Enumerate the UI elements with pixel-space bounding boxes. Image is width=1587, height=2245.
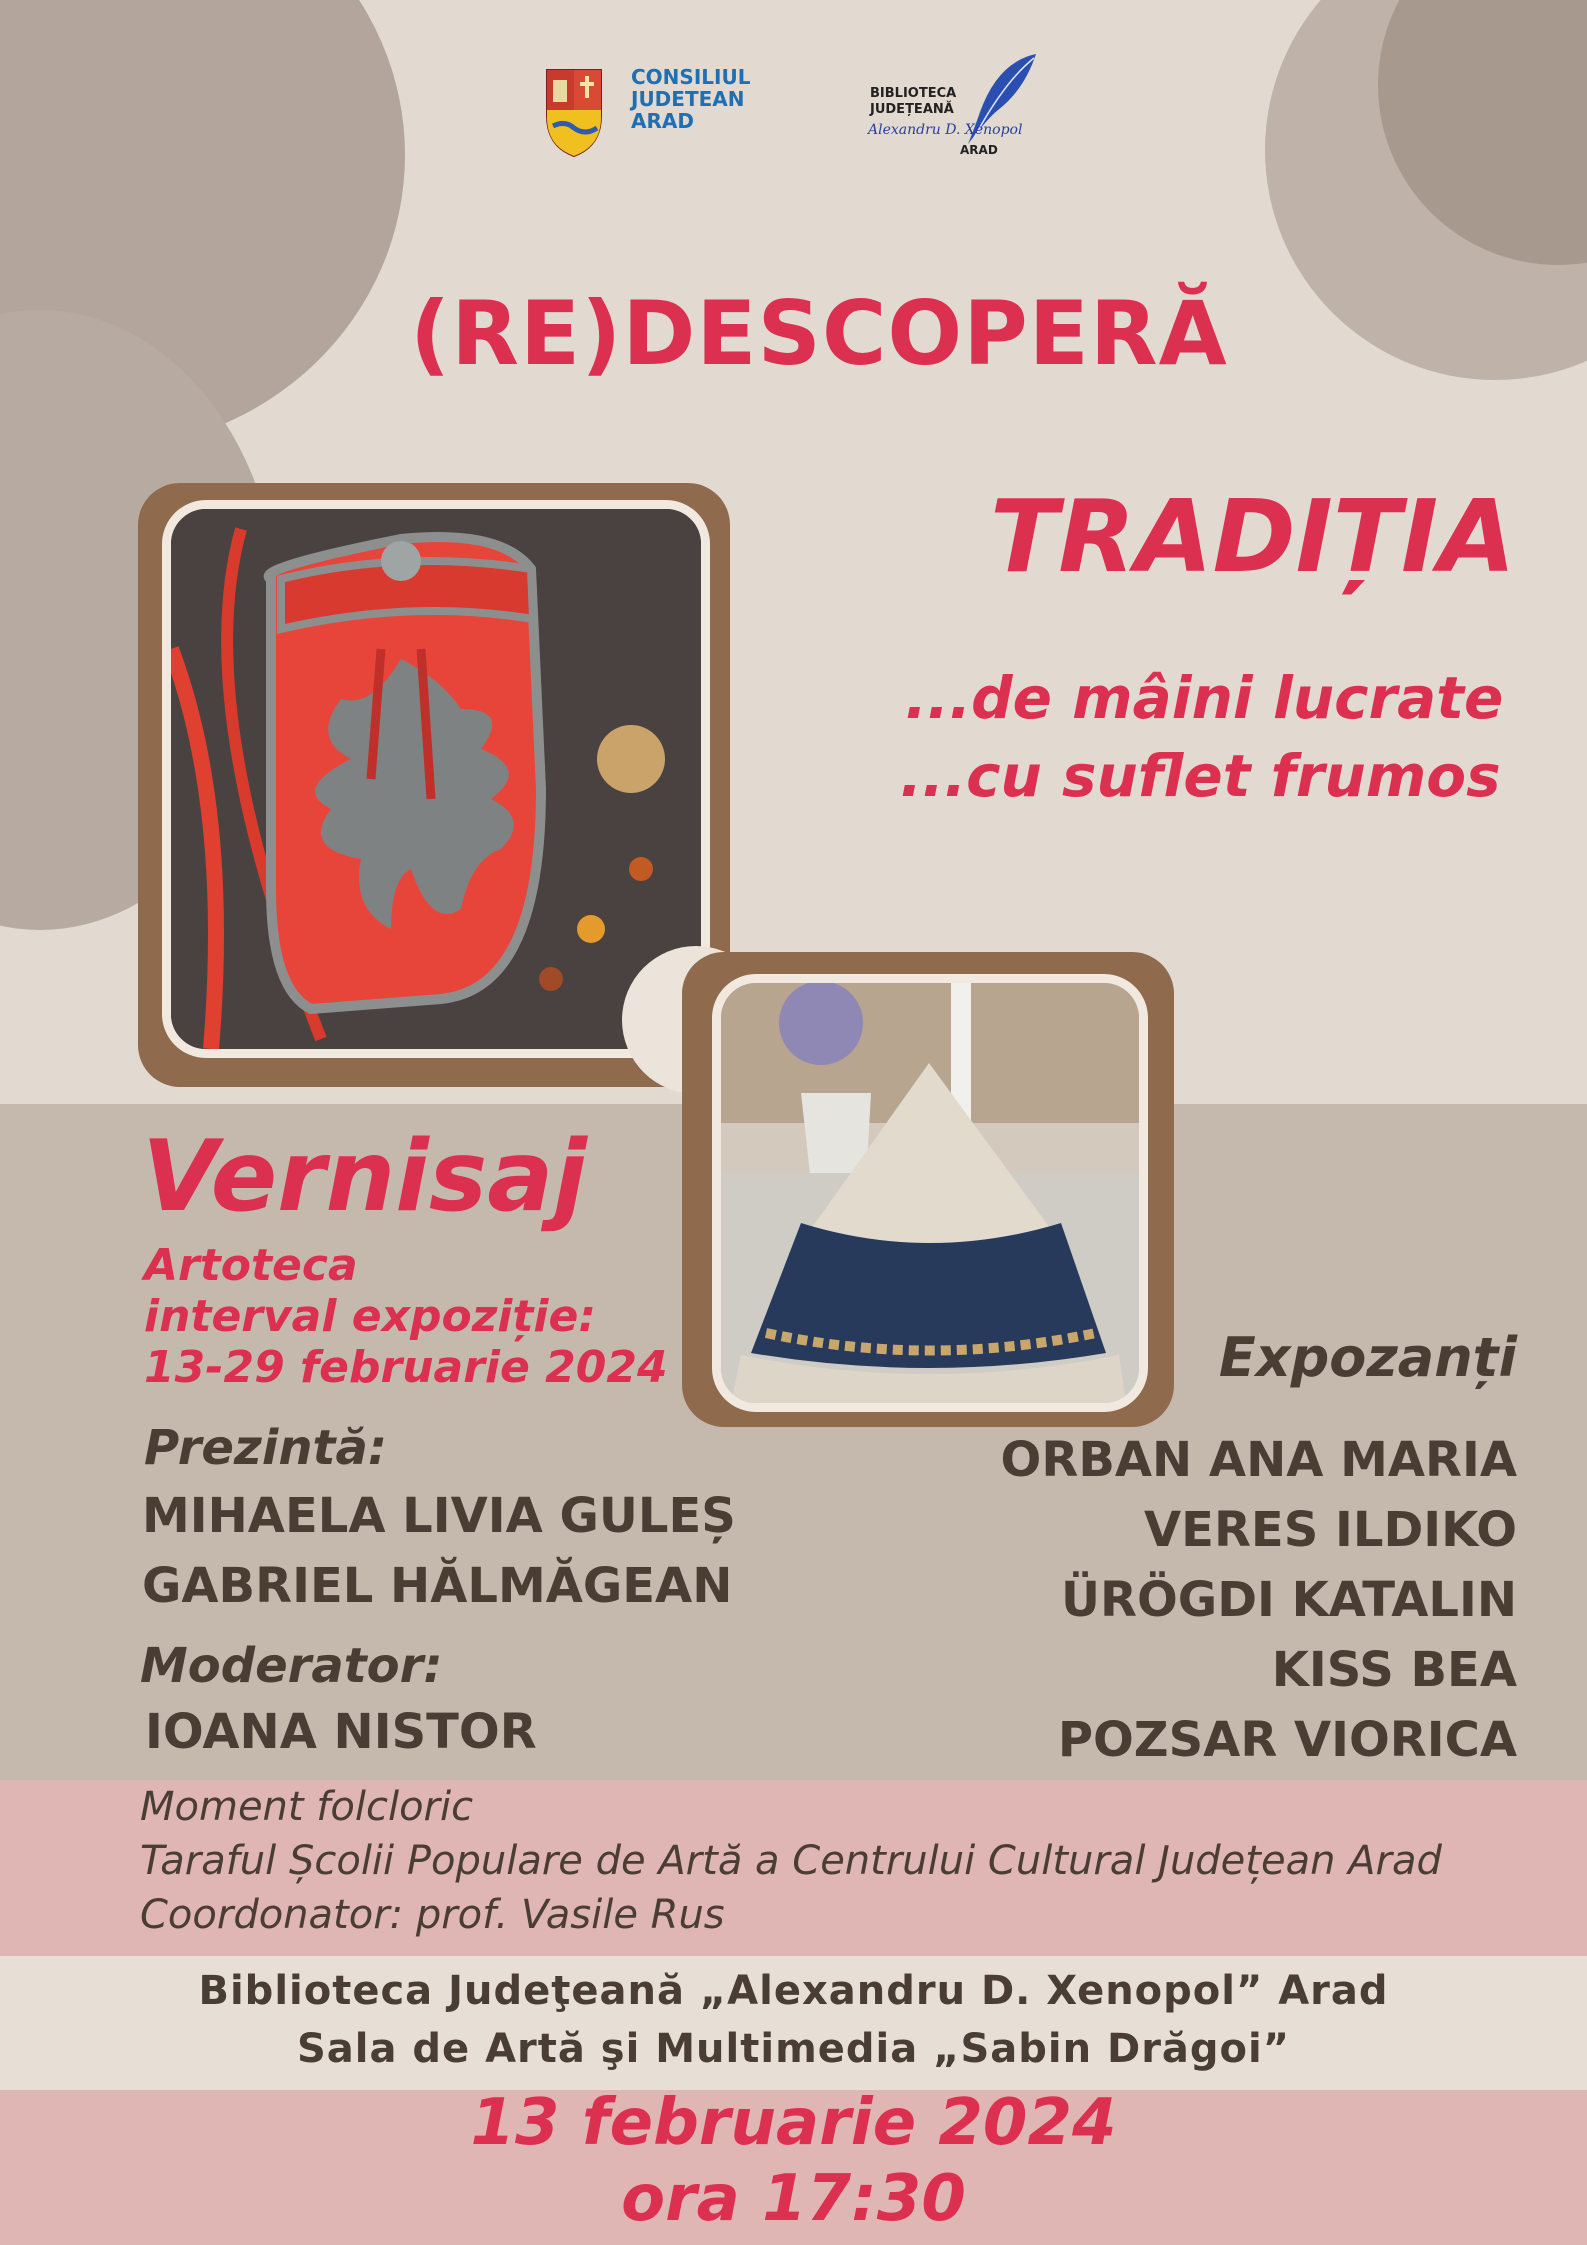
- library-script-name: Alexandru D. Xenopol: [868, 122, 1023, 138]
- folklore-ensemble: Taraful Școlii Populare de Artă a Centrului Cultural Județean Arad: [140, 1838, 1442, 1884]
- council-line1: CONSILIUL: [631, 65, 751, 89]
- exhibitor-name-3: ÜRÖGDI KATALIN: [1061, 1572, 1517, 1628]
- beaded-hat-image: [721, 983, 1139, 1403]
- bag-photo: [162, 500, 710, 1058]
- interval-label: interval expoziție:: [144, 1291, 596, 1342]
- exhibitor-name-4: KISS BEA: [1271, 1642, 1517, 1698]
- event-date: 13 februarie 2024: [470, 2086, 1117, 2160]
- leather-bag-image: [171, 509, 701, 1049]
- event-place: Artoteca: [144, 1240, 358, 1291]
- presenters-label: Prezintă:: [144, 1420, 388, 1476]
- beaded-hat-photo: [712, 974, 1148, 1412]
- exhibitor-name-1: ORBAN ANA MARIA: [1000, 1432, 1517, 1488]
- page-title: (RE)DESCOPERĂ: [410, 282, 1228, 385]
- library-line1: BIBLIOTECA: [870, 86, 957, 101]
- council-line2: JUDETEAN: [631, 87, 745, 111]
- event-name: Vernisaj: [142, 1120, 587, 1234]
- exhibitors-label: Expozanți: [1218, 1326, 1517, 1389]
- event-time: ora 17:30: [621, 2162, 966, 2236]
- library-logo: [868, 52, 1048, 162]
- exhibitor-name-2: VERES ILDIKO: [1144, 1502, 1517, 1558]
- venue-line2: Sala de Artă şi Multimedia „Sabin Drăgoi”: [296, 2026, 1291, 2072]
- tagline-line1: ...de mâini lucrate: [905, 664, 1504, 732]
- tagline-line2: ...cu suflet frumos: [900, 742, 1501, 810]
- folklore-coordinator: Coordonator: prof. Vasile Rus: [140, 1892, 725, 1938]
- moderator-label: Moderator:: [140, 1638, 443, 1694]
- library-line2: JUDEȚEANĂ: [870, 102, 954, 117]
- folklore-title: Moment folcloric: [140, 1784, 474, 1830]
- page-title-line2: TRADIȚIA: [990, 478, 1516, 595]
- venue-line1: Biblioteca Judeţeană „Alexandru D. Xenopol” Arad: [198, 1968, 1389, 2014]
- presenter-name-2: GABRIEL HĂLMĂGEAN: [142, 1558, 733, 1614]
- presenter-name-1: MIHAELA LIVIA GULEȘ: [142, 1488, 736, 1544]
- exhibitor-name-5: POZSAR VIORICA: [1057, 1712, 1517, 1768]
- library-line4: ARAD: [960, 143, 998, 157]
- moderator-name: IOANA NISTOR: [145, 1704, 537, 1760]
- council-line3: ARAD: [631, 109, 694, 133]
- council-logo: [545, 66, 775, 160]
- exhibition-interval: 13-29 februarie 2024: [144, 1342, 668, 1393]
- arad-crest-icon: [545, 66, 603, 158]
